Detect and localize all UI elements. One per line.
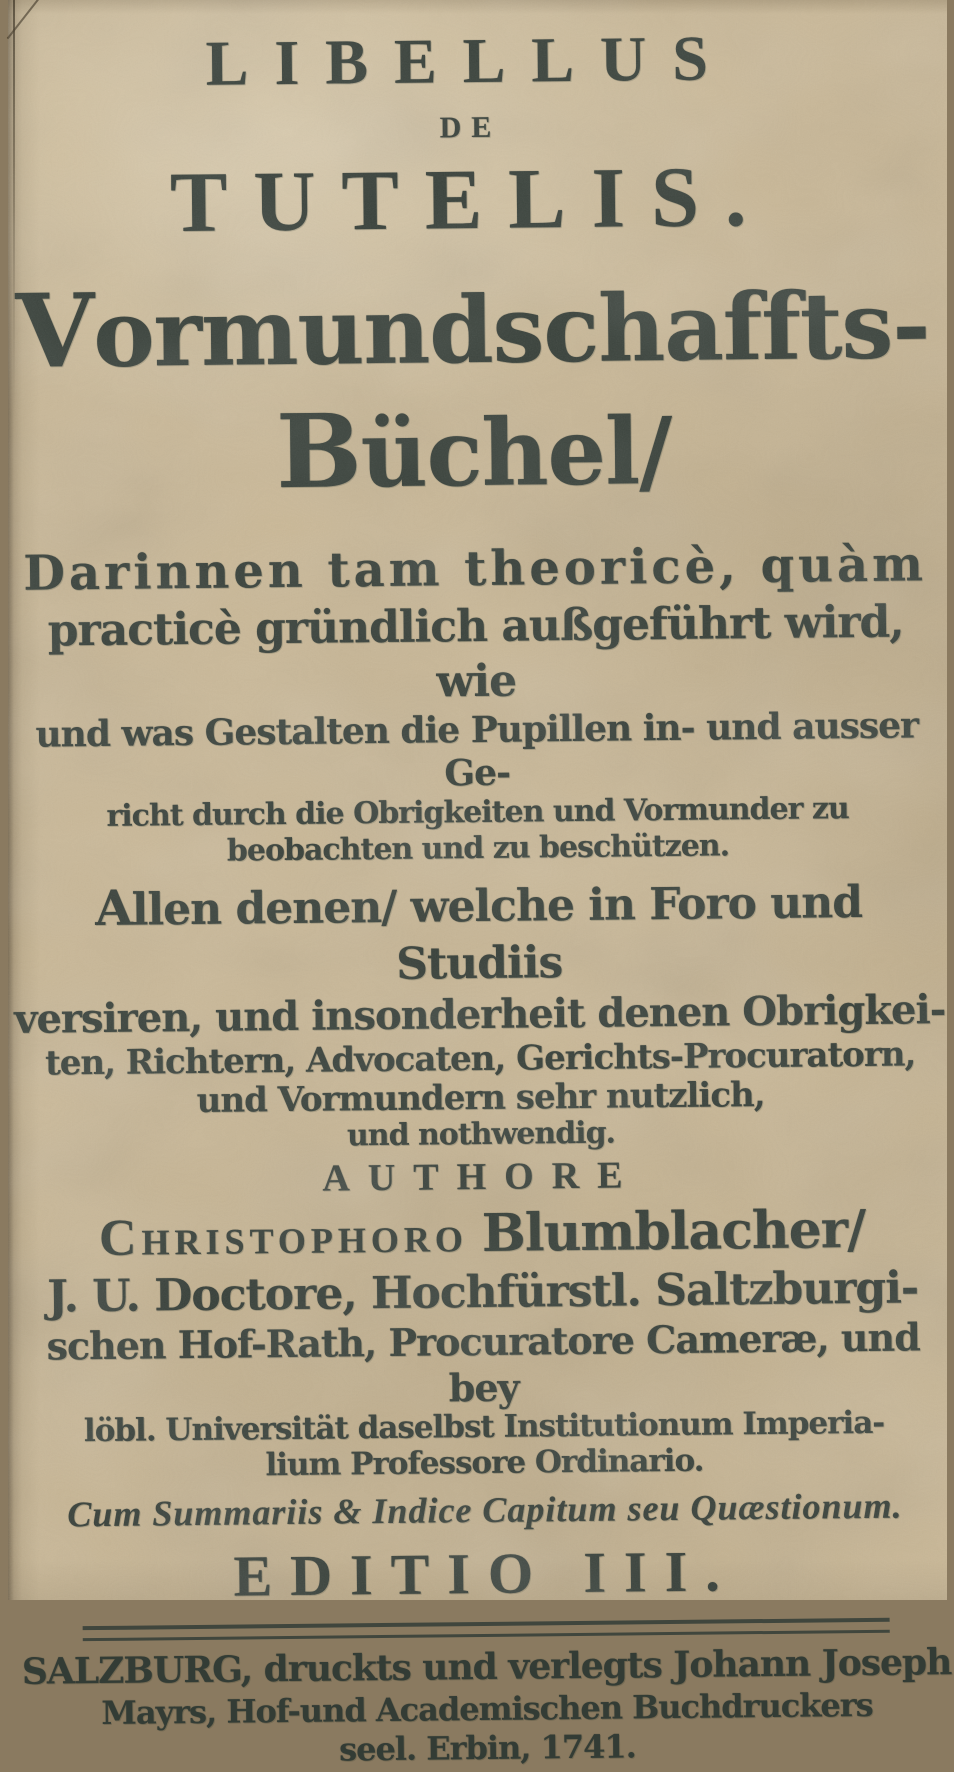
audience-line-4: und Vormundern sehr nutzlich, <box>195 1075 765 1122</box>
imprint-line-2: Mayrs, Hof-und Academischen Buchdruckers <box>100 1686 873 1733</box>
audience-line-5: und nothwendig. <box>346 1115 615 1154</box>
main-title-latin: LIBELLUS <box>204 22 734 99</box>
subtitle-line-5: beobachten und zu beschützen. <box>226 828 729 869</box>
authore-label: AUTHORE <box>321 1154 641 1200</box>
edition-statement: EDITIO III. <box>232 1538 738 1609</box>
subtitle-line-3: und was Gestalten die Pupillen in- und ausser Ge- <box>34 704 918 795</box>
imprint-line-1: SALZBURG, druckts und verlegts Johann Joseph <box>21 1641 951 1694</box>
author-name-latin: Christophoro <box>98 1205 468 1267</box>
author-name-fraktur: Blumblacher/ <box>481 1198 865 1264</box>
book-title-page <box>8 0 951 1769</box>
main-title-de: DE <box>438 110 501 145</box>
summary-note: Cum Summariis & Indice Capitum seu Quæstionum. <box>66 1485 903 1535</box>
main-title-tutelis: TUTELIS. <box>169 147 773 251</box>
audience-line-3: ten, Richtern, Advocaten, Gerichts-Procuratorn, <box>44 1033 916 1084</box>
author-title-line-3: löbl. Universität daselbst Institutionum Imperia- <box>83 1405 884 1450</box>
author-title-line-2: schen Hof-Rath, Procuratore Cameræ, und bey <box>45 1314 920 1411</box>
german-title-line-1: Vormundschaffts- <box>14 270 930 391</box>
author-title-line-1: J. U. Doctore, Hochfürstl. Saltzburgi- <box>46 1261 918 1323</box>
subtitle-line-4: richt durch die Obrigkeiten und Vormunder zu <box>105 791 849 834</box>
author-name-line <box>12 1196 952 1272</box>
audience-line-2: versiren, und insonderheit denen Obrigkei- <box>13 985 946 1043</box>
audience-line-1: Allen denen/ welche in Foro und Studiis <box>94 876 862 990</box>
subtitle-line-1: Darinnen tam theoricè, quàm <box>22 535 927 602</box>
german-title-line-2: Büchel/ <box>275 391 672 512</box>
author-title-line-4: lium Professore Ordinario. <box>264 1442 704 1484</box>
divider-rule <box>82 1618 890 1641</box>
subtitle-line-2: practicè gründlich außgeführt wird, wie <box>46 596 904 708</box>
imprint-line-3: seel. Erbin, 1741. <box>338 1727 636 1769</box>
